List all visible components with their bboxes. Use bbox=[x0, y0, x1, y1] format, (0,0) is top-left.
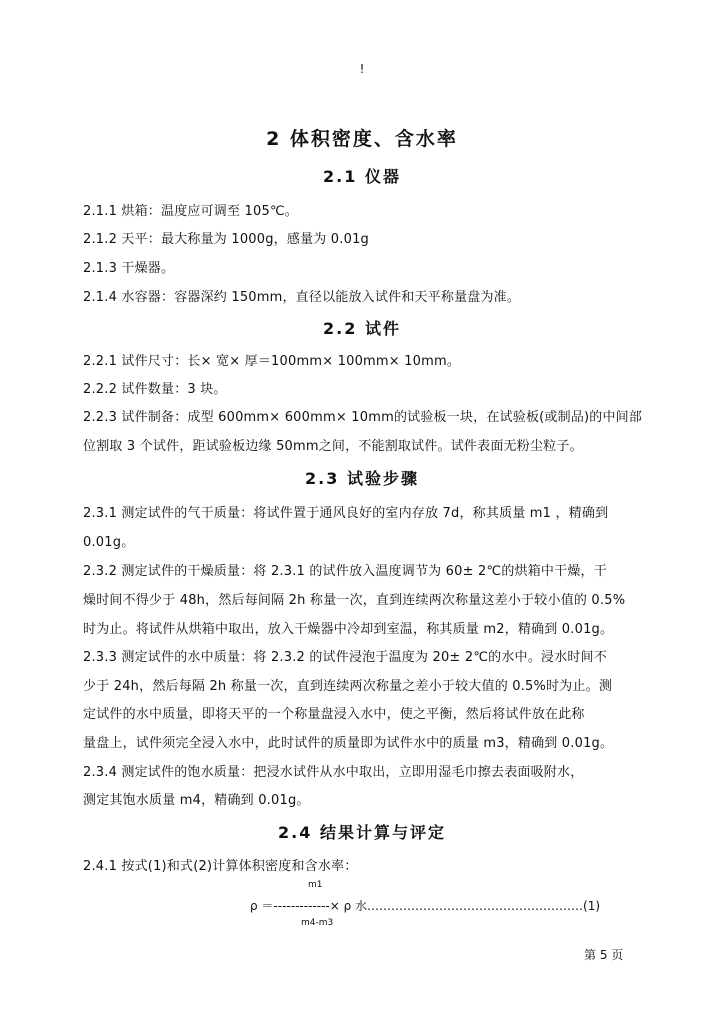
text-line: 2.3.1 测定试件的气干质量：将试件置于通风良好的室内存放 7d，称其质量 m1 ，精确到 bbox=[83, 506, 609, 521]
text-line: 2.3.4 测定试件的饱水质量：把浸水试件从水中取出，立即用湿毛巾擦去表面吸附水， bbox=[83, 765, 584, 780]
text-line: 定试件的水中质量，即将天平的一个称量盘浸入水中，使之平衡，然后将试件放在此称 bbox=[83, 707, 585, 722]
text-line: 2.2.1 试件尺寸：长× 宽× 厚＝100mm× 100mm× 10mm。 bbox=[83, 354, 461, 369]
text-line: 2.3.2 测定试件的干燥质量：将 2.3.1 的试件放入温度调节为 60± 2℃的烘箱中干燥，干 bbox=[83, 564, 607, 579]
text-line: 时为止。将试件从烘箱中取出，放入干燥器中冷却到室温，称其质量 m2，精确到 0.01g。 bbox=[83, 622, 614, 637]
section-heading-2-2: 2.2 试件 bbox=[323, 319, 401, 338]
text-line: 2.2.3 试件制备：成型 600mm× 600mm× 10mm的试验板一块，在试验板(或制品)的中间部 bbox=[83, 410, 643, 425]
chapter-heading: 2 体积密度、含水率 bbox=[266, 128, 458, 150]
text-line: 量盘上，试件须完全浸入水中，此时试件的质量即为试件水中的质量 m3，精确到 0.01g。 bbox=[83, 736, 614, 751]
formula-numerator: m1 bbox=[308, 880, 323, 890]
section-heading-2-3: 2.3 试验步骤 bbox=[305, 469, 419, 488]
text-line: 2.3.3 测定试件的水中质量：将 2.3.2 的试件浸泡于温度为 20± 2℃的水中。浸水时间不 bbox=[83, 650, 607, 665]
text-line: 燥时间不得少于 48h，然后每间隔 2h 称量一次，直到连续两次称量这差小于较小值的 0.5% bbox=[83, 593, 626, 608]
text-line: 测定其饱水质量 m4，精确到 0.01g。 bbox=[83, 793, 310, 808]
text-line: 2.1.3 干燥器。 bbox=[83, 261, 175, 276]
text-line: 2.1.4 水容器：容器深约 150mm，直径以能放入试件和天平称量盘为准。 bbox=[83, 290, 521, 305]
section-heading-2-4: 2.4 结果计算与评定 bbox=[278, 823, 446, 842]
formula-main: ρ ＝-------------× ρ 水………………………………………………(1) bbox=[250, 899, 601, 913]
page-number: 第 5 页 bbox=[584, 948, 624, 962]
formula-denominator: m4-m3 bbox=[301, 918, 334, 928]
text-line: 2.4.1 按式(1)和式(2)计算体积密度和含水率： bbox=[83, 859, 358, 874]
text-line: 位割取 3 个试件，距试验板边缘 50mm之间，不能割取试件。试件表面无粉尘粒子。 bbox=[83, 439, 583, 454]
text-line: 2.1.1 烘箱：温度应可调至 105℃。 bbox=[83, 204, 298, 219]
text-line: 0.01g。 bbox=[83, 535, 135, 550]
text-line: 2.2.2 试件数量：3 块。 bbox=[83, 382, 227, 397]
section-heading-2-1: 2.1 仪器 bbox=[323, 167, 401, 186]
page-mark: ! bbox=[359, 62, 365, 76]
text-line: 2.1.2 天平：最大称量为 1000g，感量为 0.01g bbox=[83, 232, 370, 247]
text-line: 少于 24h，然后每隔 2h 称量一次，直到连续两次称量之差小于较大值的 0.5%时为止。测 bbox=[83, 679, 613, 694]
